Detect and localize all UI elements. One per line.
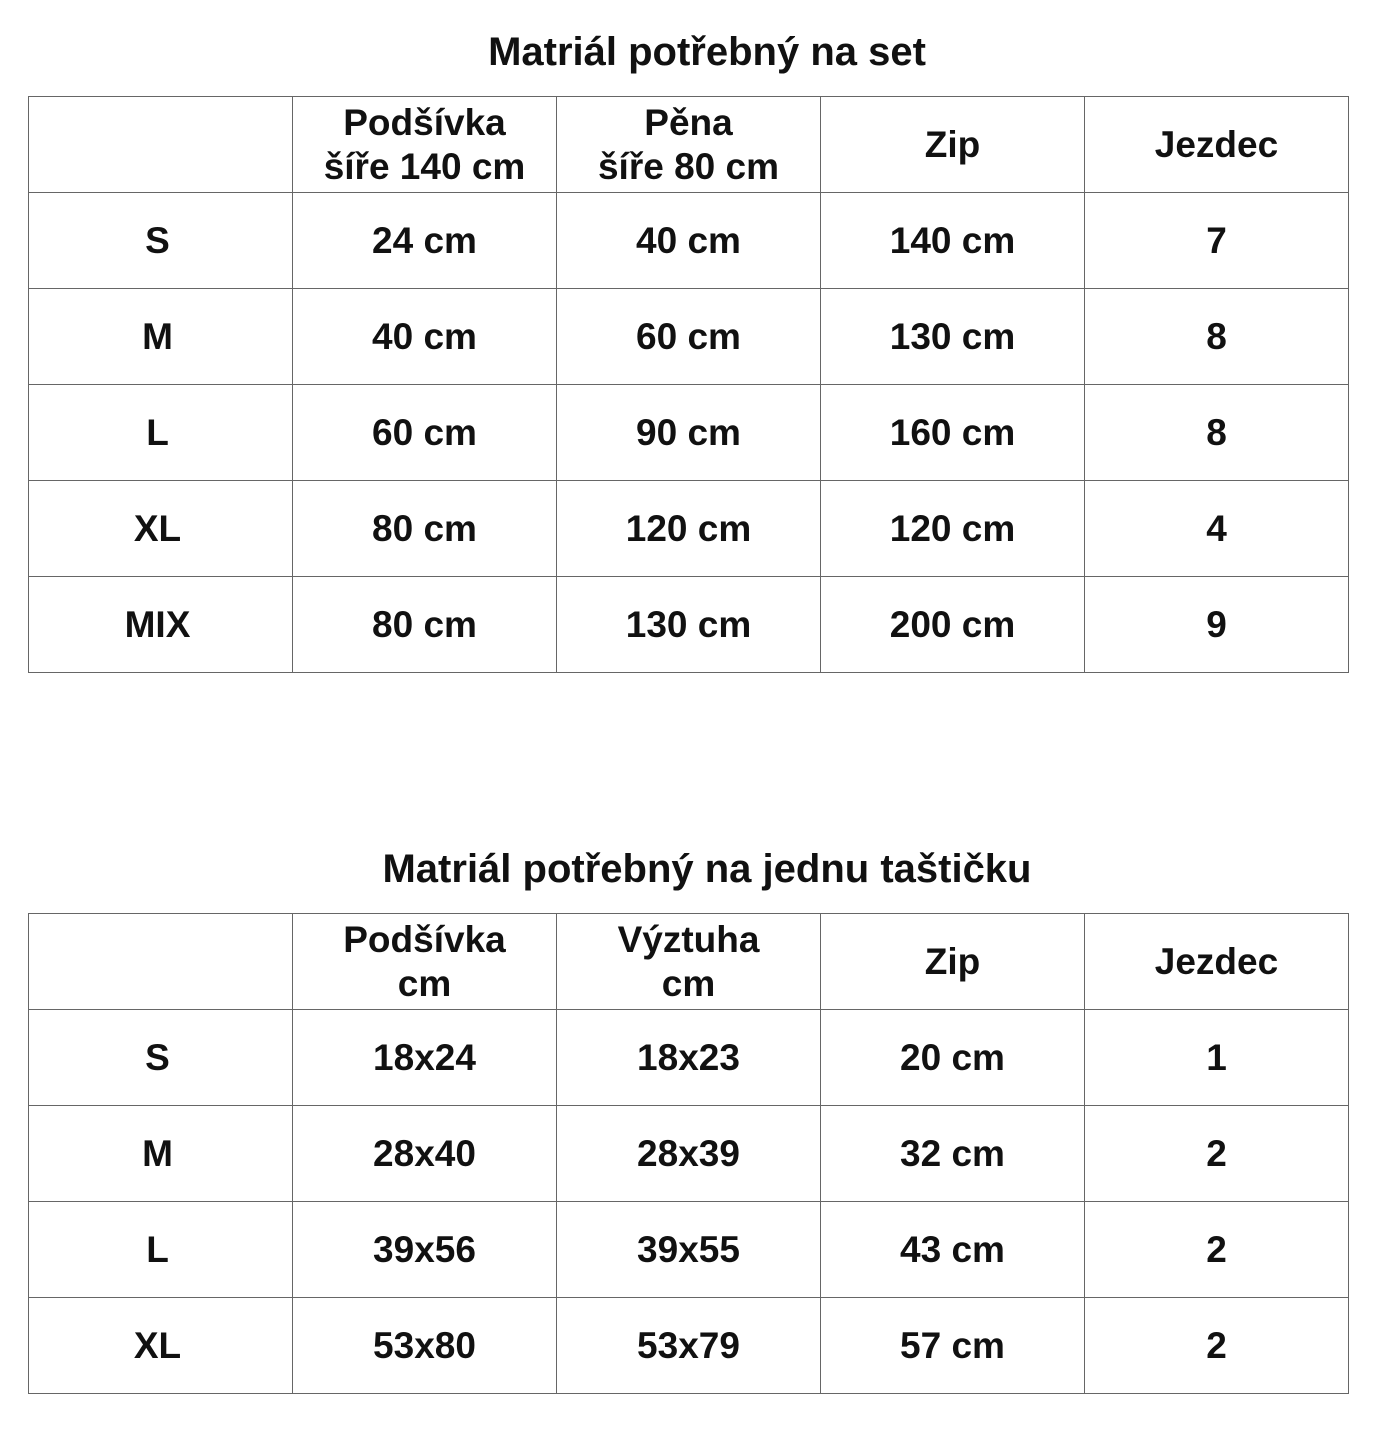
slider-cell: 9	[1085, 577, 1349, 673]
size-cell: XL	[29, 1298, 293, 1394]
table-header-row	[29, 914, 1349, 1010]
header-cell-zip	[821, 97, 1085, 193]
slider-cell: 7	[1085, 193, 1349, 289]
stiffener-cell: 18x23	[557, 1010, 821, 1106]
header-cell-slider	[1085, 914, 1349, 1010]
table-row	[29, 193, 1349, 289]
lining-cell: 18x24	[293, 1010, 557, 1106]
slider-cell: 2	[1085, 1106, 1349, 1202]
size-cell: S	[29, 193, 293, 289]
header-cell-slider	[1085, 97, 1349, 193]
foam-cell: 120 cm	[557, 481, 821, 577]
zip-cell: 43 cm	[821, 1202, 1085, 1298]
pouch-table-title: Matriál potřebný na jednu taštičku	[382, 847, 1032, 891]
zip-cell: 160 cm	[821, 385, 1085, 481]
lining-cell: 39x56	[293, 1202, 557, 1298]
header-line: Zip	[924, 123, 981, 165]
table-row	[29, 289, 1349, 385]
table-row	[29, 1298, 1349, 1394]
header-line: Výztuha	[617, 918, 760, 960]
foam-cell: 60 cm	[557, 289, 821, 385]
stiffener-cell: 53x79	[557, 1298, 821, 1394]
slider-cell: 2	[1085, 1298, 1349, 1394]
header-line: cm	[397, 962, 452, 1004]
header-line: Podšívka	[343, 101, 506, 143]
table-row	[29, 577, 1349, 673]
size-cell: M	[29, 1106, 293, 1202]
size-cell: L	[29, 385, 293, 481]
foam-cell: 40 cm	[557, 193, 821, 289]
zip-cell: 140 cm	[821, 193, 1085, 289]
table-row	[29, 1202, 1349, 1298]
slider-cell: 2	[1085, 1202, 1349, 1298]
header-line: Jezdec	[1154, 940, 1279, 982]
stiffener-cell: 39x55	[557, 1202, 821, 1298]
size-cell: S	[29, 1010, 293, 1106]
table-row	[29, 1106, 1349, 1202]
slider-cell: 4	[1085, 481, 1349, 577]
header-line: Podšívka	[343, 918, 506, 960]
zip-cell: 20 cm	[821, 1010, 1085, 1106]
lining-cell: 40 cm	[293, 289, 557, 385]
header-line: Zip	[924, 940, 981, 982]
table-row	[29, 385, 1349, 481]
header-line: Pěna	[644, 101, 733, 143]
table-row	[29, 1010, 1349, 1106]
slider-cell: 8	[1085, 385, 1349, 481]
lining-cell: 80 cm	[293, 481, 557, 577]
header-line: šíře 80 cm	[597, 145, 780, 187]
size-cell: L	[29, 1202, 293, 1298]
lining-cell: 80 cm	[293, 577, 557, 673]
table-row	[29, 481, 1349, 577]
zip-cell: 32 cm	[821, 1106, 1085, 1202]
header-cell-lining	[293, 97, 557, 193]
lining-cell: 60 cm	[293, 385, 557, 481]
slider-cell: 1	[1085, 1010, 1349, 1106]
zip-cell: 130 cm	[821, 289, 1085, 385]
table-header-row	[29, 97, 1349, 193]
slider-cell: 8	[1085, 289, 1349, 385]
pouch-material-table	[28, 913, 1349, 1394]
foam-cell: 90 cm	[557, 385, 821, 481]
lining-cell: 53x80	[293, 1298, 557, 1394]
set-material-table	[28, 96, 1349, 673]
size-cell: M	[29, 289, 293, 385]
size-cell: MIX	[29, 577, 293, 673]
stiffener-cell: 28x39	[557, 1106, 821, 1202]
header-cell-stiffener	[557, 914, 821, 1010]
set-table-title: Matriál potřebný na set	[488, 30, 926, 74]
header-cell-empty	[29, 914, 293, 1010]
header-cell-zip	[821, 914, 1085, 1010]
zip-cell: 57 cm	[821, 1298, 1085, 1394]
header-cell-empty	[29, 97, 293, 193]
zip-cell: 200 cm	[821, 577, 1085, 673]
lining-cell: 24 cm	[293, 193, 557, 289]
header-cell-lining	[293, 914, 557, 1010]
header-line: šíře 140 cm	[323, 145, 526, 187]
size-cell: XL	[29, 481, 293, 577]
header-line: Jezdec	[1154, 123, 1279, 165]
header-line: cm	[661, 962, 716, 1004]
header-cell-foam	[557, 97, 821, 193]
foam-cell: 130 cm	[557, 577, 821, 673]
zip-cell: 120 cm	[821, 481, 1085, 577]
lining-cell: 28x40	[293, 1106, 557, 1202]
